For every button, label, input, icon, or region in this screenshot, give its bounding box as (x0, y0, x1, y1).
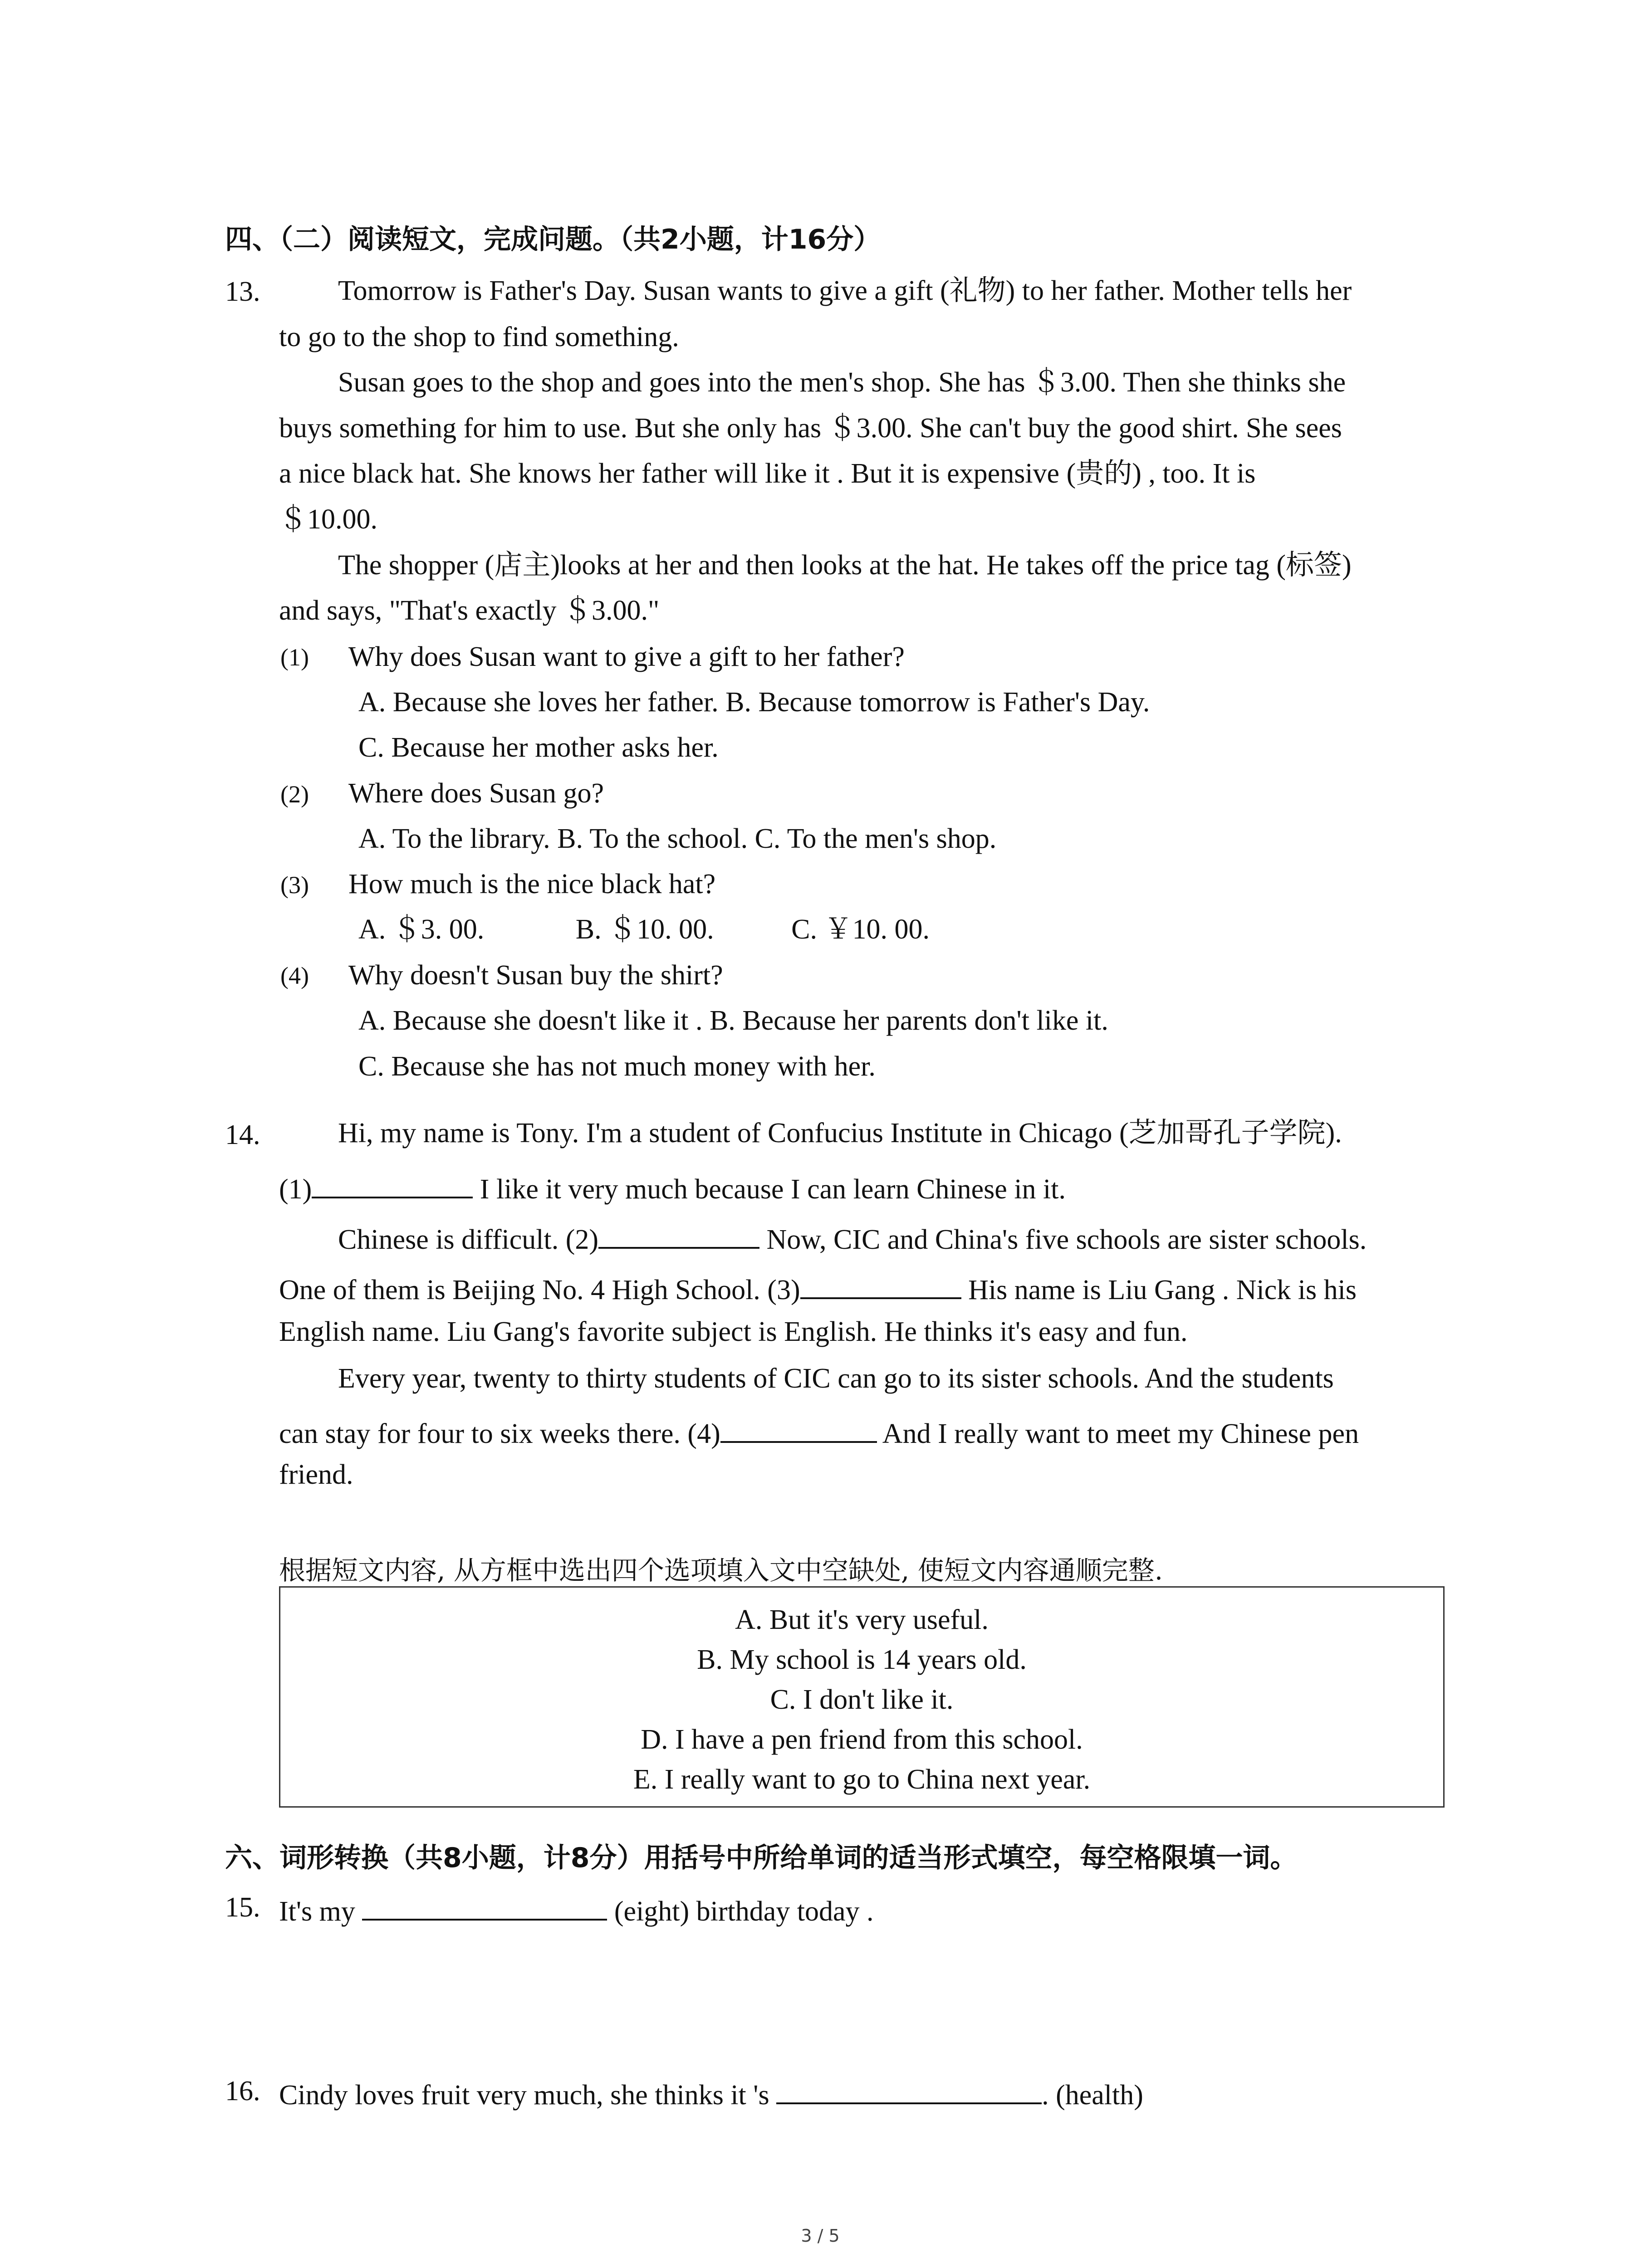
option-line: C. Because she has not much money with her. (358, 1051, 876, 1082)
answer-blank[interactable] (598, 1220, 759, 1249)
passage-line: and says, "That's exactly ＄3.00." (279, 595, 660, 626)
sub-question-text: Where does Susan go? (348, 778, 604, 809)
passage-text: I like it very much because I can learn Chinese in it. (473, 1174, 1066, 1205)
box-option: D. I have a pen friend from this school. (641, 1724, 1083, 1755)
answer-blank[interactable] (800, 1270, 961, 1299)
passage-line: English name. Liu Gang's favorite subject is English. He thinks it's easy and fun. (279, 1316, 1188, 1347)
answer-blank[interactable] (776, 2075, 1042, 2104)
sub-question-number: (2) (280, 781, 309, 808)
box-option: E. I really want to go to China next year. (633, 1764, 1091, 1795)
passage-line: a nice black hat. She knows her father will like it . But it is expensive (贵的) , too. It is (279, 458, 1256, 489)
sub-question-text: How much is the nice black hat? (348, 869, 716, 899)
answer-blank[interactable] (312, 1169, 473, 1198)
sub-question-number: (4) (280, 962, 309, 989)
page-number: 3 / 5 (801, 2226, 840, 2246)
passage-line: buys something for him to use. But she only has ＄3.00. She can't buy the good shirt. She sees (279, 413, 1342, 444)
box-option: C. I don't like it. (770, 1684, 954, 1715)
question-line (279, 1892, 874, 1926)
passage-text: can stay for four to six weeks there. (4) (279, 1418, 720, 1449)
passage-line (279, 1270, 1357, 1304)
box-option: A. But it's very useful. (735, 1604, 989, 1635)
question-text: Cindy loves fruit very much, she thinks it 's (279, 2080, 777, 2111)
passage-line (279, 1414, 1359, 1448)
sub-question-number: (1) (280, 644, 309, 671)
sub-question-number: (3) (280, 871, 309, 899)
question-number: 16. (225, 2076, 260, 2107)
question-number: 13. (225, 276, 260, 307)
sub-question-text: Why doesn't Susan buy the shirt? (348, 960, 723, 991)
box-option: B. My school is 14 years old. (697, 1644, 1027, 1675)
option-line: A. Because she doesn't like it . B. Because her parents don't like it. (358, 1005, 1108, 1036)
question-text: . (health) (1042, 2080, 1143, 2111)
question-line (279, 2075, 1143, 2109)
blank-label: (1) (279, 1174, 312, 1205)
passage-line: Tomorrow is Father's Day. Susan wants to give a gift (礼物) to her father. Mother tells her (338, 275, 1352, 306)
section-heading: 六、词形转换（共8小题，计8分）用括号中所给单词的适当形式填空，每空格限填一词。 (225, 1842, 1298, 1874)
options-box (279, 1586, 1445, 1808)
instruction-text: 根据短文内容, 从方框中选出四个选项填入文中空缺处, 使短文内容通顺完整. (279, 1555, 1163, 1586)
passage-line: to go to the shop to find something. (279, 322, 679, 352)
passage-line: Hi, my name is Tony. I'm a student of Confucius Institute in Chicago (芝加哥孔子学院). (338, 1118, 1342, 1149)
option-line: A. Because she loves her father. B. Because tomorrow is Father's Day. (358, 687, 1150, 718)
option-line: A. To the library. B. To the school. C. To the men's shop. (358, 823, 997, 854)
passage-text: His name is Liu Gang . Nick is his (961, 1275, 1357, 1305)
option-line: C. Because her mother asks her. (358, 732, 719, 763)
question-text: (eight) birthday today . (607, 1896, 874, 1927)
question-number: 15. (225, 1892, 260, 1923)
question-number: 14. (225, 1119, 260, 1150)
passage-text: One of them is Beijing No. 4 High School. (3) (279, 1275, 800, 1305)
passage-text: Chinese is difficult. (2) (338, 1224, 598, 1255)
question-text: It's my (279, 1896, 362, 1927)
passage-line (279, 1169, 1066, 1203)
passage-line: ＄10.00. (279, 504, 378, 535)
passage-line: friend. (279, 1459, 353, 1490)
section-heading: 四、（二）阅读短文，完成问题。（共2小题，计16分） (225, 224, 881, 255)
option-line: A. ＄3. 00. B. ＄10. 00. C. ￥10. 00. (358, 914, 930, 945)
passage-line (338, 1220, 1367, 1254)
sub-question-text: Why does Susan want to give a gift to her father? (348, 641, 905, 672)
passage-text: Now, CIC and China's five schools are sister schools. (759, 1224, 1367, 1255)
passage-line: Susan goes to the shop and goes into the men's shop. She has ＄3.00. Then she thinks she (338, 367, 1346, 398)
answer-blank[interactable] (720, 1414, 877, 1443)
passage-text: And I really want to meet my Chinese pen (877, 1418, 1359, 1449)
answer-blank[interactable] (362, 1892, 607, 1921)
passage-line: Every year, twenty to thirty students of CIC can go to its sister schools. And the students (338, 1363, 1334, 1394)
passage-line: The shopper (店主)looks at her and then looks at the hat. He takes off the price tag (标签) (338, 550, 1352, 581)
